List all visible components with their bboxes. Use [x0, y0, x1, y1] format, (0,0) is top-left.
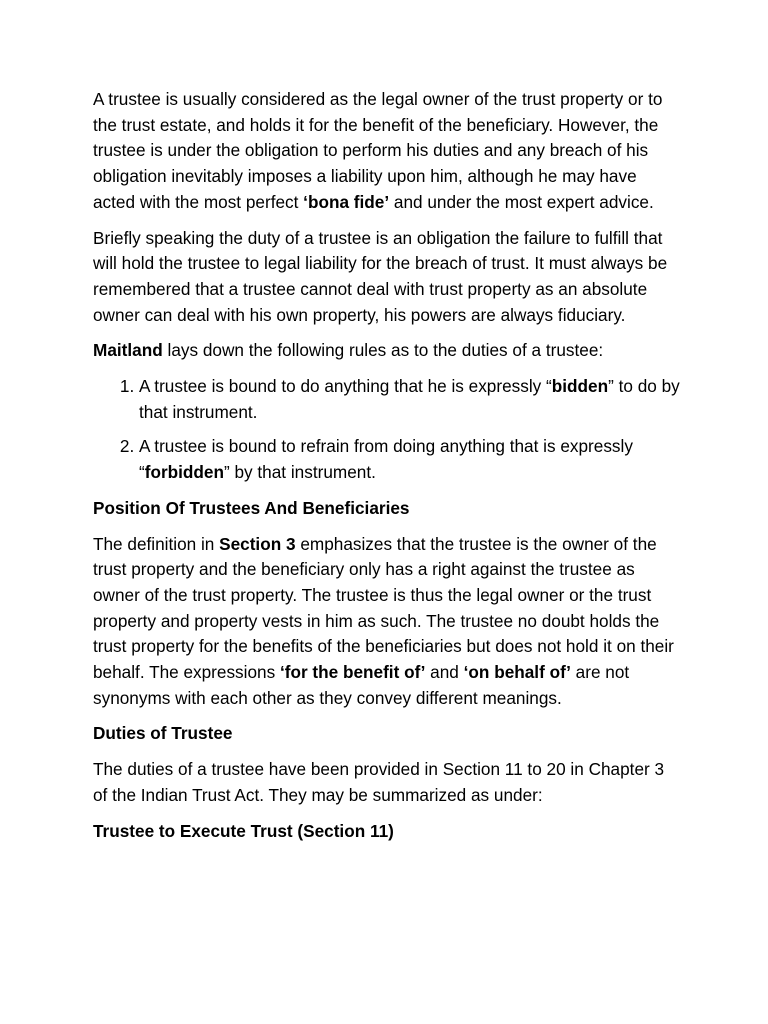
intro-paragraph — [93, 87, 683, 216]
list-item — [139, 434, 683, 485]
intro-text-end: and under the most expert advice. — [389, 191, 654, 212]
section-3-term: Section 3 — [219, 533, 296, 554]
position-heading: Position Of Trustees And Beneficiaries — [93, 497, 410, 518]
rule-keyword: forbidden — [144, 462, 224, 483]
duty-paragraph: Briefly speaking the duty of a trustee is an obligation the failure to fulfill that will hold the trustee to legal liability for the breach of trust. It must always be remembered that a trustee cannot deal with trust property as an absolute owner can deal with his own property, his powers are always fiduciary. — [93, 227, 668, 325]
rule-text-end: ” to do by that instrument. — [139, 376, 680, 422]
definition-text-middle: emphasizes that the trustee is the owner of the trust property and the beneficiary only has a right against the trustee as owner of the trust property. The trustee is thus the legal owner or the trust property and property vests in him as such. The trustee no doubt holds the trust property for the benefits of the beneficiaries but does not hold it on their behalf. The expressions — [93, 533, 674, 683]
execute-trust-heading: Trustee to Execute Trust (Section 11) — [93, 820, 394, 841]
maitland-name: Maitland — [93, 340, 163, 361]
intro-text: A trustee is usually considered as the legal owner of the trust property or to the trust estate, and holds it for the benefit of the beneficiary. However, the trustee is under the obligation to perform his duties and any breach of his obligation inevitably imposes a liability upon him, although he may have acted with the most perfect — [93, 89, 663, 212]
maitland-paragraph — [93, 338, 683, 364]
document-page — [93, 87, 683, 854]
on-behalf-of-term: ‘on behalf of’ — [463, 662, 571, 683]
rule-keyword: bidden — [551, 376, 609, 397]
duties-paragraph: The duties of a trustee have been provided in Section 11 to 20 in Chapter 3 of the Indian Trust Act. They may be summarized as under: — [93, 759, 665, 805]
rule-text-end: ” by that instrument. — [223, 462, 376, 483]
rule-text: A trustee is bound to do anything that he is expressly “ — [139, 376, 552, 397]
for-the-benefit-of-term: ‘for the benefit of’ — [279, 662, 426, 683]
definition-text-end: are not synonyms with each other as they convey different meanings. — [93, 662, 630, 708]
bona-fide-term: ‘bona fide’ — [303, 191, 390, 212]
definition-paragraph — [93, 532, 683, 712]
definition-connector: and — [425, 662, 464, 683]
rules-list — [93, 374, 683, 486]
definition-text: The definition in — [93, 533, 220, 554]
list-item — [139, 374, 683, 425]
maitland-text: lays down the following rules as to the duties of a trustee: — [162, 340, 604, 361]
rule-text: A trustee is bound to refrain from doing anything that is expressly “ — [139, 436, 633, 483]
duties-heading: Duties of Trustee — [93, 723, 233, 744]
